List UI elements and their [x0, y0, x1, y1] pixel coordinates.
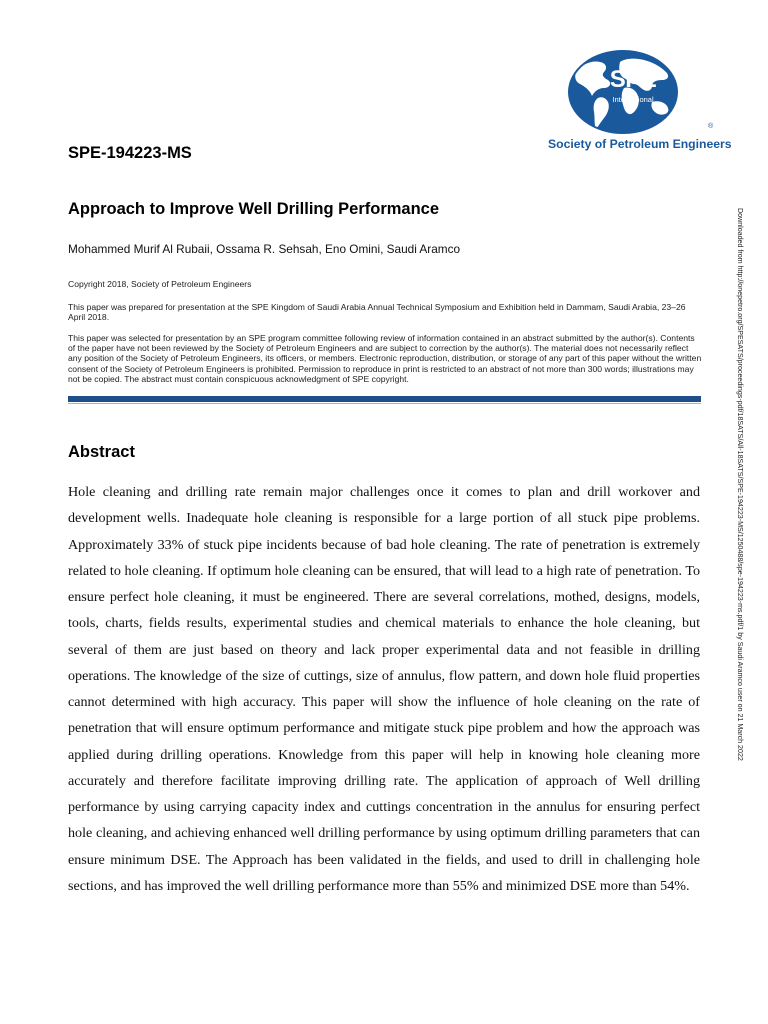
section-divider-shadow: [68, 403, 701, 404]
paper-id: SPE-194223-MS: [68, 144, 192, 162]
copyright-notice: Copyright 2018, Society of Petroleum Engineers: [68, 279, 252, 289]
logo-subtitle: International: [612, 95, 654, 104]
abstract-heading: Abstract: [68, 443, 135, 461]
section-divider: [68, 396, 701, 402]
registered-mark: ®: [708, 123, 714, 130]
selection-notice: This paper was selected for presentation by an SPE program committee following review of information contained in an abstract submitted by the author(s). Contents of the paper have not been reviewed by the Society of Petroleum Engineers and are subject to correction by the author(s). The material does not necessarily reflect any position of the Society of Petroleum Engineers, its officers, or members. Electronic reproduction, distribution, or storage of any part of this paper without the written consent of the Society of Petroleum Engineers is prohibited. Permission to reproduce in print is restricted to an abstract of not more than 300 words; illustrations may not be copied. The abstract must contain conspicuous acknowledgment of SPE copyright.: [68, 333, 702, 384]
presentation-notice: This paper was prepared for presentation at the SPE Kingdom of Saudi Arabia Annual Technical Symposium and Exhibition held in Dammam, Saudi Arabia, 23–26 April 2018.: [68, 302, 686, 323]
paper-title: Approach to Improve Well Drilling Performance: [68, 200, 440, 218]
logo-acronym: SPE: [609, 66, 657, 93]
author-list: Mohammed Murif Al Rubaii, Ossama R. Sehsah, Eno Omini, Saudi Aramco: [68, 242, 461, 256]
abstract-body: Hole cleaning and drilling rate remain major challenges once it comes to plan and drill workover and development wells. Inadequate hole cleaning is responsible for a large portion of all stuck pipe problems. Approximately 33% of stuck pipe incidents because of bad hole cleaning. The rate of penetration is extremely related to hole cleaning. If optimum hole cleaning can be ensured, that will lead to a high rate of penetration. To ensure perfect hole cleaning, it must be engineered. There are several correlations, mothed, designs, models, tools, charts, fields results, experimental studies and chemical materials to enhance the hole cleaning, but several of them are just based on theory and lack proper experimental data and not feasible in drilling operations. The knowledge of the size of cuttings, size of annulus, flow pattern, and down hole fluid properties cannot determined with high accuracy. This paper will show the influence of hole cleaning on the rate of penetration that will ensure optimum performance and mitigate stuck pipe problem and how the approach was applied during drilling operations. Knowledge from this paper will help in knowing hole cleaning more accurately and therefore facilitate improving drilling rate. The application of approach of Well drilling performance by using carrying capacity index and cuttings concentration in the annulus for ensuring perfect hole cleaning, and achieving enhanced well drilling performance by using optimum drilling parameters that can ensure minimum DSE. The Approach has been validated in the fields, and used to drill in challenging hole sections, and has improved the well drilling performance more than 55% and minimized DSE more than 54%.: [68, 484, 700, 894]
spe-logo: [548, 50, 732, 158]
organization-name: Society of Petroleum Engineers: [548, 137, 732, 151]
download-watermark: Downloaded from http://onepetro.org/SPESATS/proceedings-pdf/18SATS/All-18SATS/SPE-194223-MS/1250488/spe-194223-ms.pdf/1 by Saudi Aramco user on 21 March 2022: [736, 208, 744, 761]
